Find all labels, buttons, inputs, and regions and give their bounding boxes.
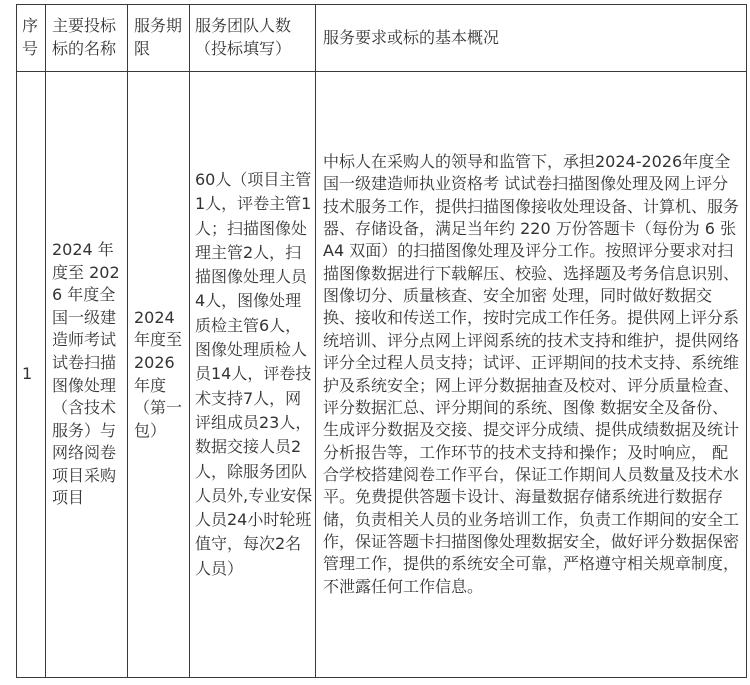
cell-index: 1 bbox=[17, 72, 46, 678]
procurement-table bbox=[16, 4, 747, 678]
cell-team: 60人（项目主管1人，评卷主管1人；扫描图像处理主管2人，扫描图像处理人员4人，图像处理质检主管6人，图像处理质检人员14人，评卷技术支持7人，网评组成员23人，数据交接人员2人，除服务团队人员外,专业安保人员24小时轮班值守，每次2名人员） bbox=[190, 72, 316, 678]
cell-requirements: 中标人在采购人的领导和监管下，承担2024-2026年度全国一级建造师执业资格考 试试卷扫描图像处理及网上评分技术服务工作，提供扫描图像接收处理设备、计算机、服务器、存储设备，满足当年约 220 万份答题卡（每份为 6 张 A4 双面）的扫描图像处理及评分工作。按照评分要求对扫描图像数据进行下载解压、校验、选择题及考务信息识别、图像切分、质量核查、安全加密 处理，同时做好数据交换、接收和传送工作，按时完成工作任务。提供网上评分系统培训、评分点网上评阅系统的技术支持和维护，提供网络评分全过程人员支持；试评、正评期间的技术支持、系统维护及系统安全；网上评分数据抽查及校对、评分质量检查、评分数据汇总、评分期间的系统、图像 数据安全及备份、生成评分数据及交接、提交评分成绩、提供成绩数据及统计分析报告等，工作环节的技术支持和操作；及时响应， 配合学校搭建阅卷工作平台，保证工作期间人员数量及技术水平。免费提供答题卡设计、海量数据存储系统进行数据存储，负责相关人员的业务培训工作，负责工作期间的安全工作，保证答题卡扫描图像处理数据安全，做好评分数据保密管理工作，提供的系统安全可靠，严格遵守相关规章制度，不泄露任何工作信息。 bbox=[316, 72, 747, 678]
table-body bbox=[17, 72, 747, 678]
cell-period: 2024 年度至 2026 年度 （第一包） bbox=[128, 72, 190, 678]
header-index: 序号 bbox=[17, 5, 46, 72]
header-name: 主要投标标的名称 bbox=[46, 5, 128, 72]
header-requirements: 服务要求或标的基本概况 bbox=[316, 5, 747, 72]
table-header bbox=[17, 5, 747, 72]
header-period: 服务期限 bbox=[128, 5, 190, 72]
header-team: 服务团队人数（投标填写） bbox=[190, 5, 316, 72]
table-row bbox=[17, 72, 747, 678]
cell-name: 2024 年度至 2026 年度全国一级建造师考试试卷扫描图像处理（含技术服务）与网络阅卷项目采购项目 bbox=[46, 72, 128, 678]
header-row bbox=[17, 5, 747, 72]
